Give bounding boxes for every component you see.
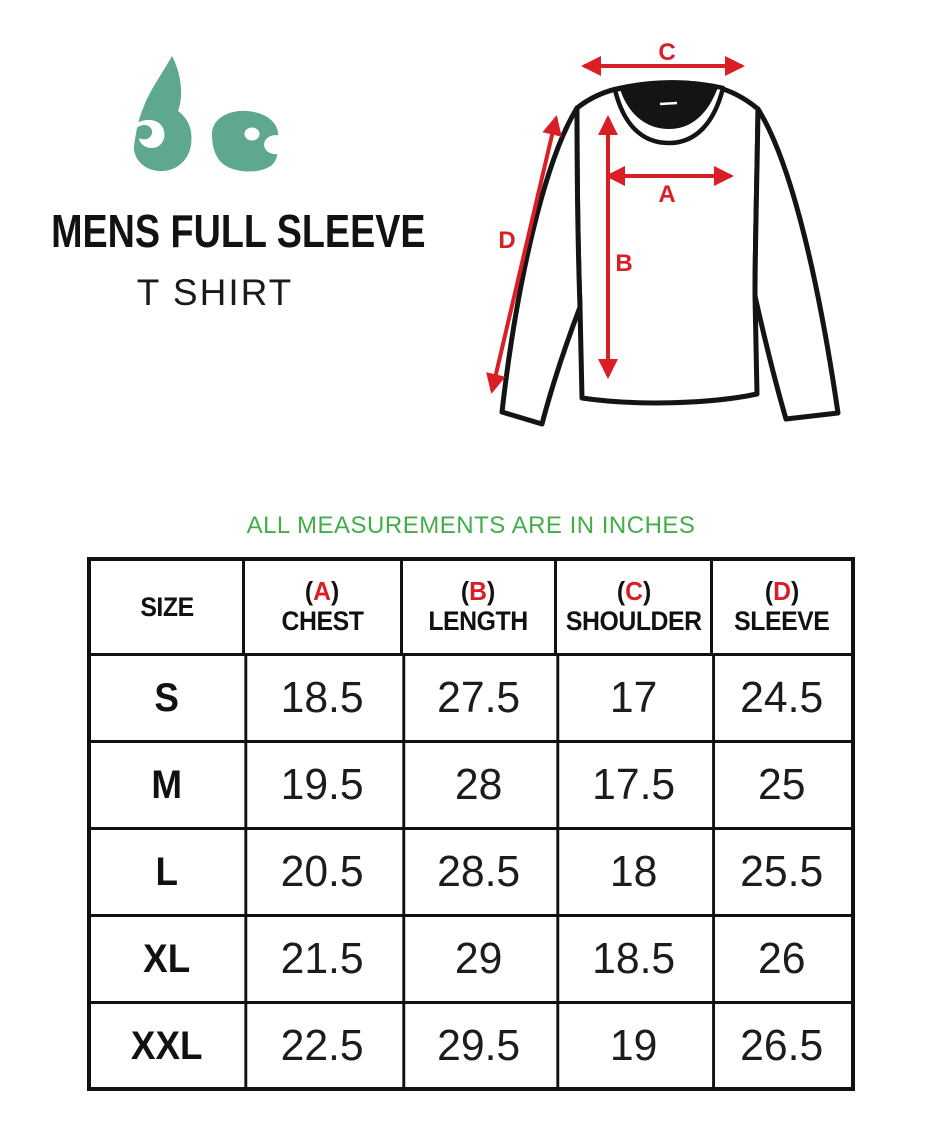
paren: ) xyxy=(331,575,340,606)
brand-logo xyxy=(130,52,280,174)
shoulder-cell: 18.5 xyxy=(556,917,708,1001)
diagram-label-c: C xyxy=(658,39,676,66)
page-title: MENS FULL SLEEVE xyxy=(51,205,426,257)
header-letter-d: D xyxy=(773,575,792,606)
paren: ( xyxy=(305,575,314,606)
table-row-l xyxy=(91,827,851,914)
sleeve-cell: 26.5 xyxy=(713,1004,849,1088)
paren: ) xyxy=(487,575,496,606)
length-cell: 28 xyxy=(402,743,552,827)
sleeve-cell: 24.5 xyxy=(713,656,849,740)
length-cell: 27.5 xyxy=(402,656,552,740)
table-header-row xyxy=(91,561,851,653)
paren: ( xyxy=(616,575,625,606)
chest-cell: 18.5 xyxy=(245,656,398,740)
header-length xyxy=(400,561,554,653)
table-row-xl xyxy=(91,914,851,1001)
diagram-label-d: D xyxy=(498,227,516,254)
length-cell: 29.5 xyxy=(402,1004,552,1088)
header-sleeve xyxy=(710,561,851,653)
chest-cell: 22.5 xyxy=(245,1004,398,1088)
sleeve-cell: 25 xyxy=(713,743,849,827)
header-chest xyxy=(242,561,399,653)
size-cell: S xyxy=(154,675,179,720)
chest-cell: 20.5 xyxy=(245,830,398,914)
table-row-xxl xyxy=(91,1001,851,1088)
header-sleeve-label: SLEEVE xyxy=(734,606,830,637)
tshirt-measurement-diagram xyxy=(440,15,940,470)
shoulder-cell: 18 xyxy=(556,830,708,914)
de-logo-icon xyxy=(133,56,280,172)
header-letter-c: C xyxy=(624,575,643,606)
shirt-left-sleeve xyxy=(502,108,580,424)
shoulder-cell: 19 xyxy=(556,1004,708,1088)
table-row-s xyxy=(91,653,851,740)
header-shoulder-label: SHOULDER xyxy=(565,606,702,637)
size-cell: XL xyxy=(143,936,191,981)
header-letter-a: A xyxy=(313,575,332,606)
header-length-label: LENGTH xyxy=(428,606,529,637)
shirt-right-sleeve xyxy=(755,109,838,419)
page-subtitle: T SHIRT xyxy=(136,272,294,313)
header-size-label: SIZE xyxy=(139,591,194,622)
table-row-m xyxy=(91,740,851,827)
chest-cell: 21.5 xyxy=(245,917,398,1001)
size-cell: XXL xyxy=(130,1023,203,1068)
header-letter-b: B xyxy=(469,575,488,606)
header-chest-label: CHEST xyxy=(281,606,364,637)
shoulder-cell: 17.5 xyxy=(556,743,708,827)
header-shoulder xyxy=(554,561,710,653)
measurements-note: ALL MEASUREMENTS ARE IN INCHES xyxy=(246,512,696,539)
paren: ( xyxy=(461,575,470,606)
size-cell: M xyxy=(151,762,183,807)
paren: ) xyxy=(791,575,800,606)
diagram-label-a: A xyxy=(658,181,676,208)
diagram-label-b: B xyxy=(615,250,633,277)
size-cell: L xyxy=(155,849,178,894)
sleeve-cell: 25.5 xyxy=(713,830,849,914)
sleeve-cell: 26 xyxy=(713,917,849,1001)
chest-cell: 19.5 xyxy=(245,743,398,827)
title-block xyxy=(10,204,426,314)
header-size xyxy=(91,561,242,653)
paren: ) xyxy=(642,575,651,606)
size-table xyxy=(87,557,855,1091)
shoulder-cell: 17 xyxy=(556,656,708,740)
length-cell: 29 xyxy=(402,917,552,1001)
paren: ( xyxy=(765,575,774,606)
length-cell: 28.5 xyxy=(402,830,552,914)
